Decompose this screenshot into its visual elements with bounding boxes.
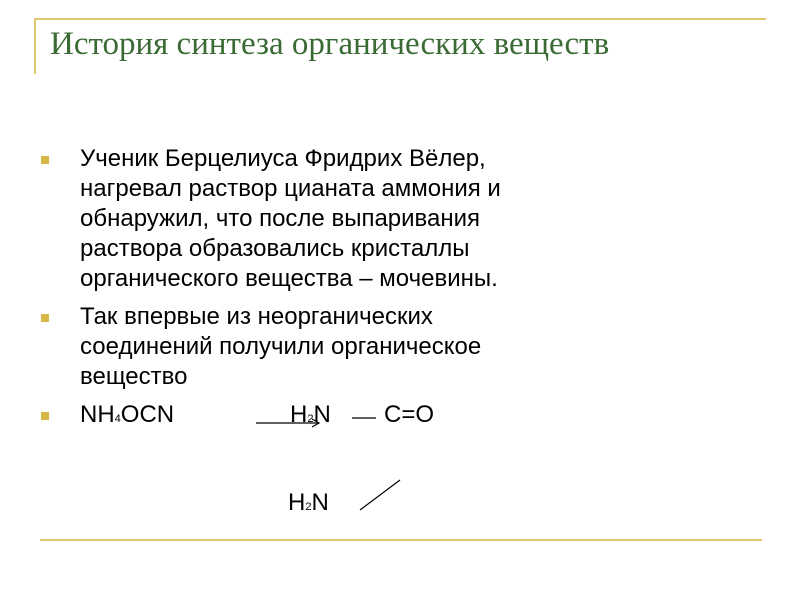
bullet-square-icon — [41, 314, 49, 322]
footer-rule — [40, 539, 762, 541]
bullet-line: нагревал раствор цианата аммония и — [80, 175, 501, 202]
bullet-line: органического вещества – мочевины. — [80, 265, 498, 292]
bullet-line: обнаружил, что после выпаривания — [80, 205, 481, 232]
bullet-line: Так впервые из неорганических — [80, 303, 433, 330]
slide-title: История синтеза органических веществ — [50, 26, 610, 62]
title-top-rule — [34, 18, 766, 20]
bond-diagonal-icon — [356, 478, 404, 514]
bullet-square-icon — [41, 412, 49, 420]
bullet-list — [40, 144, 760, 430]
bullet-item-reaction — [40, 400, 760, 430]
bullet-square-icon — [41, 156, 49, 164]
title-left-rule — [34, 18, 36, 74]
bullet-line: вещество — [80, 363, 188, 390]
bullet-line: соединений получили органическое — [80, 333, 482, 360]
bullet-line: Ученик Берцелиуса Фридрих Вёлер, — [80, 145, 486, 172]
bond-line-icon — [352, 416, 378, 420]
bullet-line: раствора образовались кристаллы — [80, 235, 470, 262]
bullet-item-first-synthesis — [40, 302, 760, 392]
product-amine-upper: H2N — [290, 401, 331, 428]
bullet-item-wohler — [40, 144, 760, 294]
reaction-equation — [80, 400, 760, 430]
product-amine-lower: H2N — [288, 489, 329, 516]
reactant-formula: NH4OCN — [80, 401, 175, 428]
carbonyl-group: C=O — [384, 401, 435, 428]
